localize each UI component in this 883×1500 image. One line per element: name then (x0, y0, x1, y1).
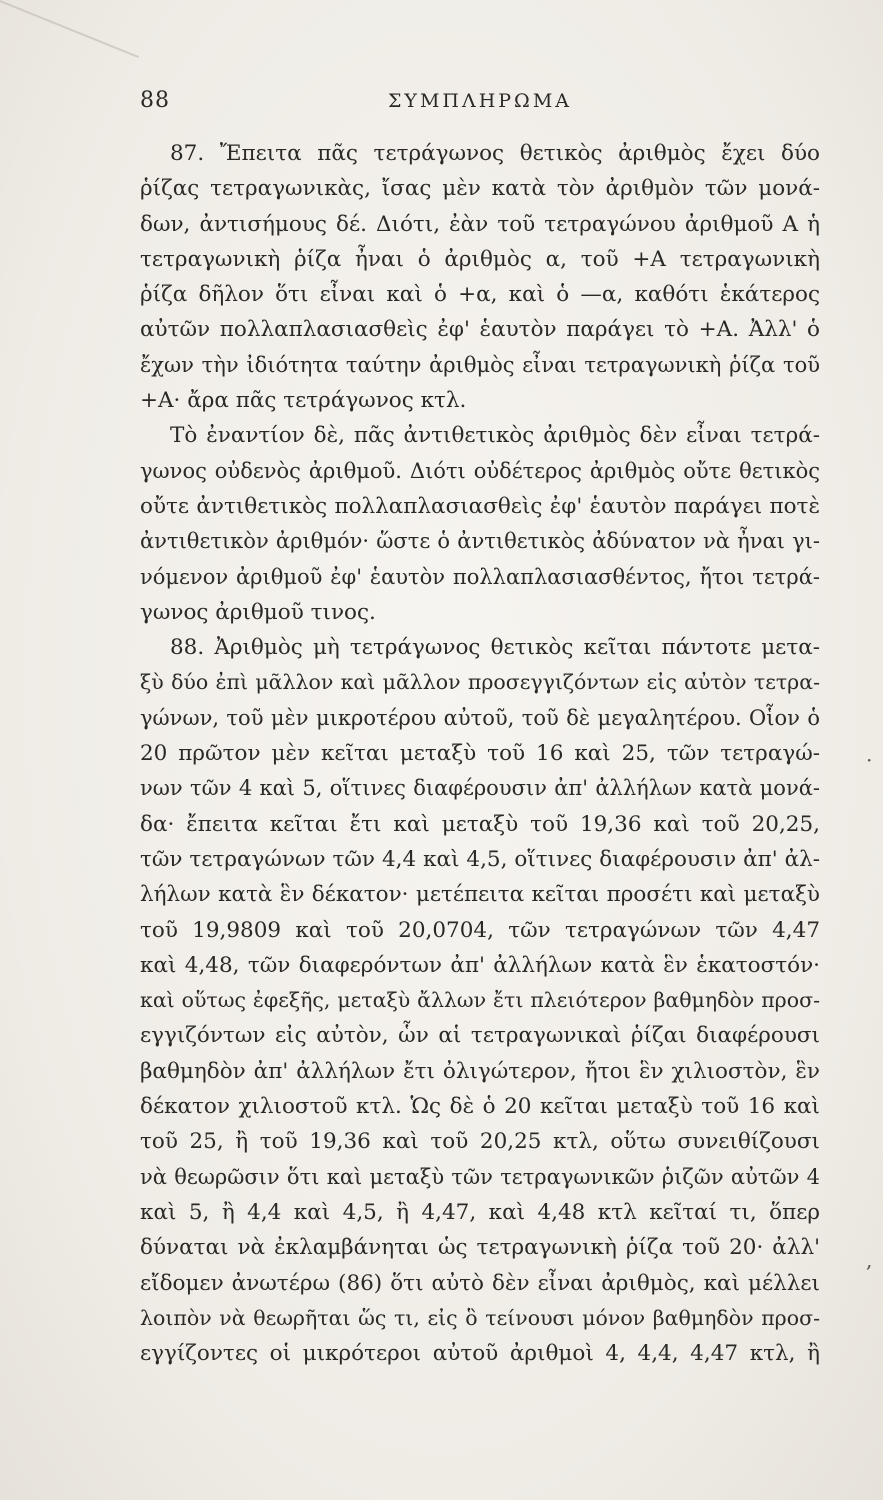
text-line: ξὺ δύο ἐπὶ μᾶλλον καὶ μᾶλλον προσεγγιζόντων εἰς αὐτὸν τετρα- (140, 670, 820, 695)
text-line: δέκατον χιλιοστοῦ κτλ. Ὡς δὲ ὁ 20 κεῖται μεταξὺ τοῦ 16 καὶ (140, 1094, 820, 1120)
text-line: λοιπὸν νὰ θεωρῆται ὥς τι, εἰς ὃ τείνουσι μόνον βαθμηδὸν προσ- (140, 1305, 820, 1330)
text-line: ἀντιθετικὸν ἀριθμόν· ὥστε ὁ ἀντιθετικὸς ἀδύνατον νὰ ἦναι γι- (140, 529, 820, 554)
page-number: 88 (140, 88, 170, 113)
text-line: ῥίζας τετραγωνικὰς, ἴσας μὲν κατὰ τὸν ἀριθμὸν τῶν μονά- (140, 176, 820, 202)
text-line: 88. Ἀριθμὸς μὴ τετράγωνος θετικὸς κεῖται πάντοτε μετα- (170, 635, 820, 661)
margin-mark: · (866, 748, 873, 772)
body-text (140, 136, 820, 1371)
text-line: καὶ οὕτως ἐφεξῆς, μεταξὺ ἄλλων ἔτι πλειότερον βαθμηδὸν προσ- (140, 988, 820, 1013)
text-line: νόμενον ἀριθμοῦ ἐφ' ἑαυτὸν πολλαπλασιασθέντος, ἤτοι τετρά- (140, 564, 820, 589)
text-line: καὶ 4,48, τῶν διαφερόντων ἀπ' ἀλλήλων κατὰ ἓν ἑκατοστόν· (140, 952, 820, 978)
text-line: τετραγωνικὴ ῥίζα ἦναι ὁ ἀριθμὸς α, τοῦ +A τετραγωνικὴ (140, 246, 820, 272)
text-line: δων, ἀντισήμους δέ. Διότι, ἐὰν τοῦ τετραγώνου ἀριθμοῦ A ἡ (140, 211, 820, 237)
text-line: 87. Ἔπειτα πᾶς τετράγωνος θετικὸς ἀριθμὸς ἔχει δύο (170, 141, 820, 166)
text-line: τοῦ 19,9809 καὶ τοῦ 20,0704, τῶν τετραγώνων τῶν 4,47 (140, 917, 820, 943)
text-line: νὰ θεωρῶσιν ὅτι καὶ μεταξὺ τῶν τετραγωνικῶν ῥιζῶν αὐτῶν 4 (140, 1164, 820, 1189)
text-line: γώνων, τοῦ μὲν μικροτέρου αὐτοῦ, τοῦ δὲ μεγαλητέρου. Οἷον ὁ (140, 705, 820, 730)
text-line: αὐτῶν πολλαπλασιασθεὶς ἐφ' ἑαυτὸν παράγει τὸ +A. Ἀλλ' ὁ (140, 317, 820, 343)
text-line: δα· ἔπειτα κεῖται ἔτι καὶ μεταξὺ τοῦ 19,36 καὶ τοῦ 20,25, (140, 811, 820, 837)
page-header (140, 88, 820, 118)
text-line: ῥίζα δῆλον ὅτι εἶναι καὶ ὁ +α, καὶ ὁ —α, καθότι ἑκάτερος (140, 282, 820, 308)
text-line: 20 πρῶτον μὲν κεῖται μεταξὺ τοῦ 16 καὶ 25, τῶν τετραγώ- (140, 741, 820, 767)
text-line: τῶν τετραγώνων τῶν 4,4 καὶ 4,5, οἵτινες διαφέρουσιν ἀπ' ἀλ- (140, 846, 820, 872)
text-line: λήλων κατὰ ἓν δέκατον· μετέπειτα κεῖται προσέτι καὶ μεταξὺ (140, 882, 820, 908)
text-line: +A· ἄρα πᾶς τετράγωνος κτλ. (140, 388, 467, 414)
text-line: καὶ 5, ἢ 4,4 καὶ 4,5, ἢ 4,47, καὶ 4,48 κτλ κεῖταί τι, ὅπερ (140, 1199, 820, 1225)
text-line: Τὸ ἐναντίον δὲ, πᾶς ἀντιθετικὸς ἀριθμὸς δὲν εἶναι τετρά- (170, 423, 820, 449)
page-crease (0, 0, 139, 114)
text-line: γωνος οὐδενὸς ἀριθμοῦ. Διότι οὐδέτερος ἀριθμὸς οὔτε θετικὸς (140, 458, 820, 483)
text-line: τοῦ 25, ἢ τοῦ 19,36 καὶ τοῦ 20,25 κτλ, οὕτω συνειθίζουσι (140, 1129, 820, 1155)
margin-mark: , (866, 1248, 873, 1272)
text-line: ἔχων τὴν ἰδιότητα ταύτην ἀριθμὸς εἶναι τετραγωνικὴ ῥίζα τοῦ (140, 352, 820, 377)
text-line: δύναται νὰ ἐκλαμβάνηται ὡς τετραγωνικὴ ῥίζα τοῦ 20· ἀλλ' (140, 1235, 820, 1261)
text-line: εγγιζόντων εἰς αὐτὸν, ὧν αἱ τετραγωνικαὶ ῥίζαι διαφέρουσι (140, 1023, 820, 1049)
text-line: εγγίζοντες οἱ μικρότεροι αὐτοῦ ἀριθμοὶ 4, 4,4, 4,47 κτλ, ἢ (140, 1341, 820, 1367)
text-line: εἴδομεν ἀνωτέρω (86) ὅτι αὐτὸ δὲν εἶναι ἀριθμὸς, καὶ μέλλει (140, 1270, 820, 1296)
text-line: γωνος ἀριθμοῦ τινος. (140, 599, 376, 625)
text-line: οὔτε ἀντιθετικὸς πολλαπλασιασθεὶς ἐφ' ἑαυτὸν παράγει ποτὲ (140, 493, 820, 519)
text-line: βαθμηδὸν ἀπ' ἀλλήλων ἔτι ὀλιγώτερον, ἤτοι ἓν χιλιοστὸν, ἓν (140, 1058, 820, 1084)
text-line: νων τῶν 4 καὶ 5, οἵτινες διαφέρουσιν ἀπ' ἀλλήλων κατὰ μονά- (140, 776, 820, 801)
running-title: ΣΥΜΠΛΗΡΩΜΑ (387, 90, 572, 112)
